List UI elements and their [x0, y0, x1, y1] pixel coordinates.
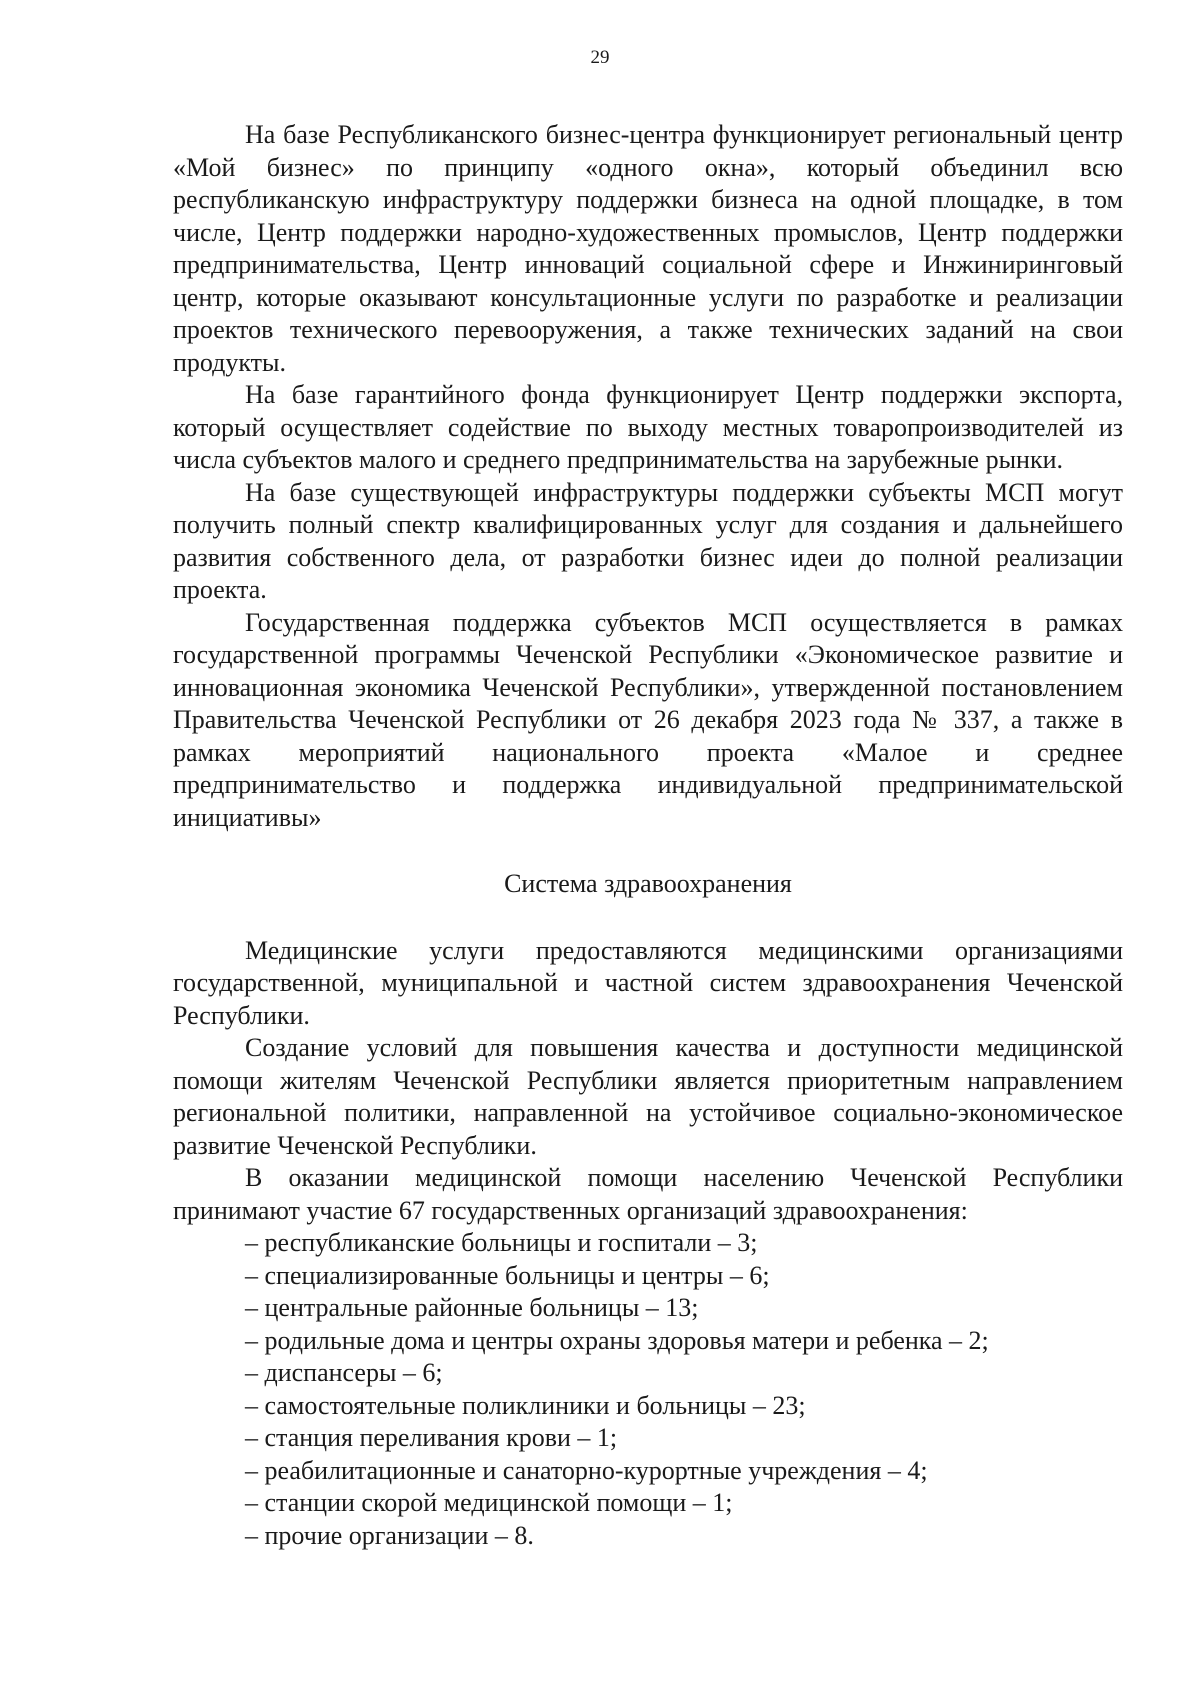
list-item: – станции скорой медицинской помощи – 1; [245, 1488, 733, 1517]
organizations-list [173, 1227, 1123, 1552]
paragraph-state-support: Государственная поддержка субъектов МСП осуществляется в рамках государственной программы Чеченской Республики «Экономическое развитие и инновационная экономика Чеченской Республики», утвержденной постановлением Правительства Чеченской Республики от 26 декабря 2023 года № 337, а также в рамках мероприятий национального проекта «Малое и среднее предпринимательство и поддержка индивидуальной предпринимательской инициативы» [173, 607, 1123, 832]
paragraph-msp-infrastructure: На базе существующей инфраструктуры поддержки субъекты МСП могут получить полный спектр квалифицированных услуг для создания и дальнейшего развития собственного дела, от разработки бизнес идеи до полной реализации проекта. [173, 477, 1123, 604]
list-item: – самостоятельные поликлиники и больницы – 23; [245, 1390, 806, 1420]
list-item: – прочие организации – 8. [245, 1520, 534, 1550]
list-item: – республиканские больницы и госпитали – 3; [245, 1228, 758, 1257]
list-item: – центральные районные больницы – 13; [245, 1293, 699, 1322]
list-item: – родильные дома и центры охраны здоровья матери и ребенка – 2; [245, 1325, 989, 1355]
document-body [173, 119, 1123, 1552]
list-item: – станция переливания крови – 1; [245, 1423, 618, 1452]
paragraph-business-center: На базе Республиканского бизнес-центра функционирует региональный центр «Мой бизнес» по принципу «одного окна», который объединил всю республиканскую инфраструктуру поддержки бизнеса на одной площадке, в том числе, Центр поддержки народно-художественных промыслов, Центр поддержки предпринимательства, Центр инноваций социальной сфере и Инжиниринговый центр, которые оказывают консультационные услуги по разработке и реализации проектов технического перевооружения, а также технических заданий на свои продукты. [173, 120, 1123, 377]
list-item: – диспансеры – 6; [245, 1358, 443, 1387]
paragraph-medical-services: Медицинские услуги предоставляются медицинскими организациями государственной, муниципальной и частной систем здравоохранения Чеченской Республики. [173, 935, 1123, 1030]
paragraph-organizations-count: В оказании медицинской помощи населению Чеченской Республики принимают участие 67 государственных организаций здравоохранения: [173, 1163, 1123, 1225]
paragraph-export-center: На базе гарантийного фонда функционирует Центр поддержки экспорта, который осуществляет содействие по выходу местных товаропроизводителей из числа субъектов малого и среднего предпринимательства на зарубежные рынки. [173, 380, 1123, 474]
paragraph-quality-conditions: Создание условий для повышения качества и доступности медицинской помощи жителям Чеченской Республики является приоритетным направлением региональной политики, направленной на устойчивое социально-экономическое развитие Чеченской Республики. [173, 1033, 1123, 1160]
section-heading-healthcare: Система здравоохранения [504, 869, 792, 898]
page-number: 29 [590, 47, 610, 68]
list-item: – специализированные больницы и центры – 6; [245, 1260, 770, 1290]
list-item: – реабилитационные и санаторно-курортные учреждения – 4; [245, 1455, 928, 1485]
